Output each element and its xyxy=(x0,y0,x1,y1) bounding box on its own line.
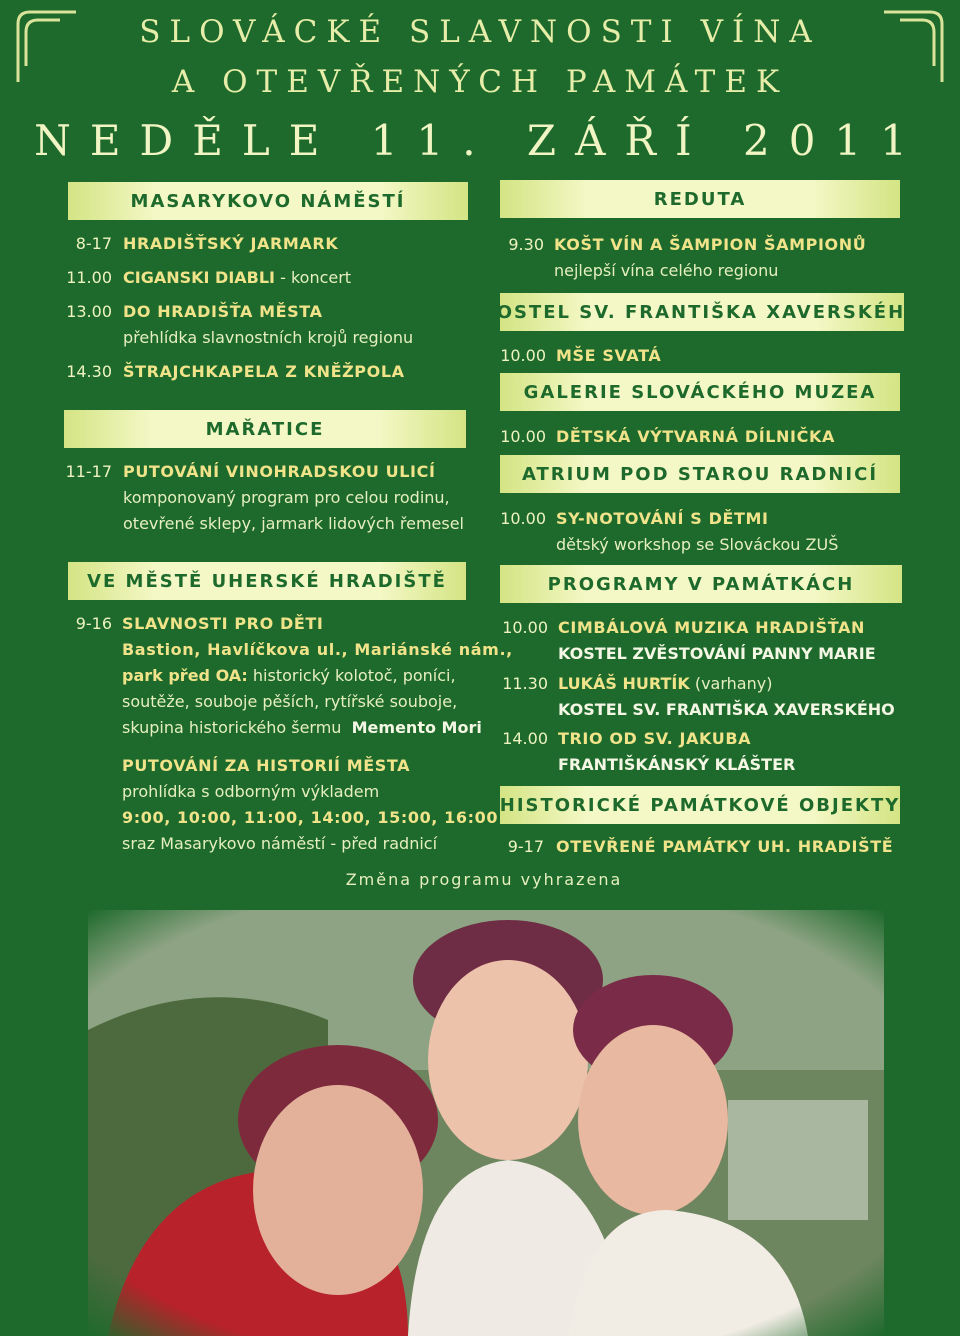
section-heading-masarykovo: MASARYKOVO NÁMĚSTÍ xyxy=(68,182,468,220)
event-description: historický kolotoč, poníci, xyxy=(247,666,456,685)
event-title: TRIO OD SV. JAKUBA xyxy=(558,729,752,748)
event-description: otevřené sklepy, jarmark lidových řemesel xyxy=(123,514,464,533)
program-change-note: Změna programu vyhrazena xyxy=(345,870,623,889)
section-heading-historicke: HISTORICKÉ PAMÁTKOVÉ OBJEKTY xyxy=(500,786,900,824)
event-time: 9.30 xyxy=(508,235,544,254)
event-title: SLAVNOSTI PRO DĚTI xyxy=(122,614,324,633)
event-time: 10.00 xyxy=(500,509,546,528)
event-description: soutěže, souboje pěších, rytířské souboje, xyxy=(122,692,458,711)
event-description: sraz Masarykovo náměstí - před radnicí xyxy=(122,834,438,853)
event-title: OTEVŘENÉ PAMÁTKY UH. HRADIŠTĚ xyxy=(556,837,894,856)
event-title: CIGANSKI DIABLI xyxy=(123,268,276,287)
event-time: 10.00 xyxy=(500,346,546,365)
event-row xyxy=(122,718,482,738)
page-title-line1: SLOVÁCKÉ SLAVNOSTI VÍNA xyxy=(139,14,821,50)
festival-photo xyxy=(88,910,884,1336)
event-title: DĚTSKÁ VÝTVARNÁ DÍLNIČKA xyxy=(556,427,835,446)
event-title: PUTOVÁNÍ VINOHRADSKOU ULICÍ xyxy=(123,462,436,481)
section-heading-galerie: GALERIE SLOVÁCKÉHO MUZEA xyxy=(500,373,900,411)
section-heading-reduta: REDUTA xyxy=(500,180,900,218)
event-title: LUKÁŠ HURTÍK xyxy=(558,674,690,693)
event-row xyxy=(123,268,351,288)
event-row xyxy=(558,674,772,694)
event-description: nejlepší vína celého regionu xyxy=(554,261,779,280)
event-location: park před OA: xyxy=(122,666,248,685)
event-time: 11.30 xyxy=(502,674,548,693)
event-venue: FRANTIŠKÁNSKÝ KLÁŠTER xyxy=(558,755,796,774)
section-heading-atrium: ATRIUM POD STAROU RADNICÍ xyxy=(500,455,900,493)
event-suffix: - koncert xyxy=(275,268,352,287)
event-venue: KOSTEL ZVĚSTOVÁNÍ PANNY MARIE xyxy=(558,644,876,663)
event-time: 10.00 xyxy=(502,618,548,637)
section-heading-programy: PROGRAMY V PAMÁTKÁCH xyxy=(500,565,902,603)
event-time: 8-17 xyxy=(75,234,112,253)
event-time: 9-17 xyxy=(507,837,544,856)
page-title-line2: A OTEVŘENÝCH PAMÁTEK xyxy=(171,64,789,100)
event-suffix: (varhany) xyxy=(689,674,773,693)
event-title: SY-NOTOVÁNÍ S DĚTMI xyxy=(556,509,769,528)
event-time: 11-17 xyxy=(65,462,112,481)
event-title: KOŠT VÍN A ŠAMPION ŠAMPIONŮ xyxy=(554,235,867,254)
event-title: CIMBÁLOVÁ MUZIKA HRADIŠŤAN xyxy=(558,618,865,637)
event-performer: Memento Mori xyxy=(351,718,482,737)
event-description: skupina historického šermu xyxy=(122,718,342,737)
event-description: dětský workshop se Slováckou ZUŠ xyxy=(556,535,839,554)
event-time: 11.00 xyxy=(66,268,112,287)
event-title: MŠE SVATÁ xyxy=(556,346,662,365)
event-location: Bastion, Havlíčkova ul., Mariánské nám., xyxy=(122,640,513,659)
event-time: 10.00 xyxy=(500,427,546,446)
girls-in-folk-costume-image xyxy=(88,910,884,1336)
event-date: NEDĚLE 11. ZÁŘÍ 2011 xyxy=(34,116,926,165)
event-time: 14.30 xyxy=(66,362,112,381)
event-row xyxy=(122,666,456,686)
event-description: prohlídka s odborným výkladem xyxy=(122,782,380,801)
event-time: 14.00 xyxy=(502,729,548,748)
section-heading-city: VE MĚSTĚ UHERSKÉ HRADIŠTĚ xyxy=(68,562,466,600)
event-title: PUTOVÁNÍ ZA HISTORIÍ MĚSTA xyxy=(122,756,411,775)
event-description: přehlídka slavnostních krojů regionu xyxy=(123,328,414,347)
event-title: HRADIŠŤSKÝ JARMARK xyxy=(123,234,339,253)
event-description: komponovaný program pro celou rodinu, xyxy=(123,488,450,507)
section-heading-kostel: KOSTEL SV. FRANTIŠKA XAVERSKÉHO xyxy=(500,293,904,331)
section-heading-maratice: MAŘATICE xyxy=(64,410,466,448)
event-times: 9:00, 10:00, 11:00, 14:00, 15:00, 16:00 xyxy=(122,808,499,827)
event-title: DO HRADIŠŤA MĚSTA xyxy=(123,302,323,321)
event-venue: KOSTEL SV. FRANTIŠKA XAVERSKÉHO xyxy=(558,700,895,719)
event-time: 13.00 xyxy=(66,302,112,321)
event-title: ŠTRAJCHKAPELA Z KNĚŽPOLA xyxy=(123,362,405,381)
event-time: 9-16 xyxy=(75,614,112,633)
